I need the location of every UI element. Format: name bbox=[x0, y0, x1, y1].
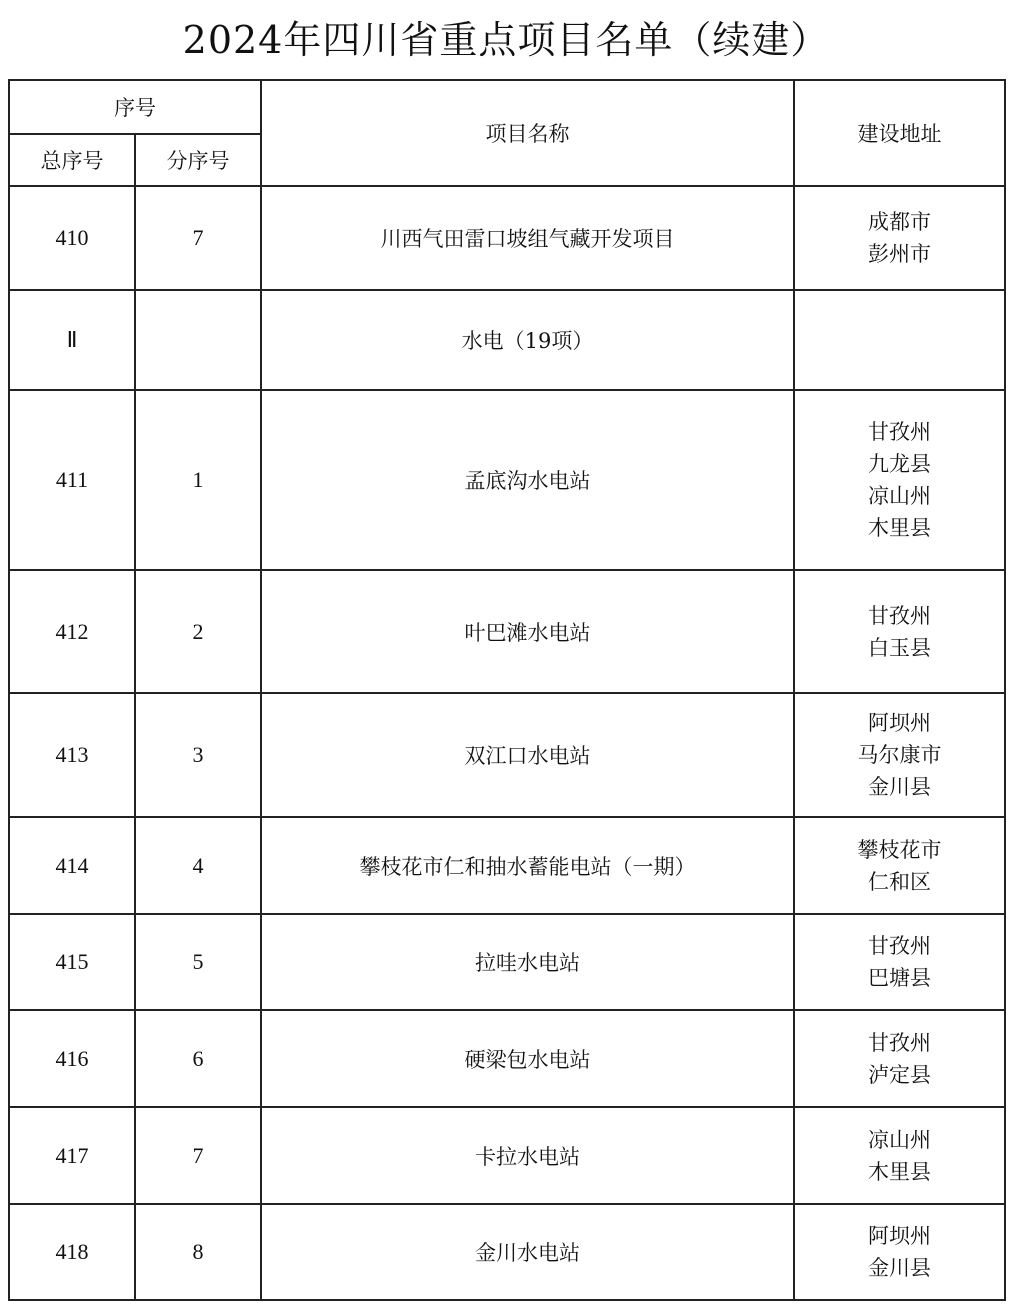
total-seq-cell: 413 bbox=[9, 693, 135, 817]
project-name-cell: 金川水电站 bbox=[261, 1204, 794, 1300]
location-line: 金川县 bbox=[868, 775, 931, 799]
project-name-cell: 双江口水电站 bbox=[261, 693, 794, 817]
location-cell bbox=[794, 570, 1005, 693]
sub-seq-cell: 3 bbox=[135, 693, 261, 817]
location-line: 甘孜州 bbox=[868, 603, 931, 628]
sub-seq-cell: 8 bbox=[135, 1204, 261, 1300]
location-cell bbox=[794, 1107, 1005, 1204]
location-cell bbox=[794, 1204, 1005, 1300]
location-line: 泸定县 bbox=[868, 1062, 931, 1087]
header-project-name: 项目名称 bbox=[261, 80, 794, 186]
sub-seq-cell: 7 bbox=[135, 186, 261, 290]
header-sub-seq: 分序号 bbox=[135, 134, 261, 186]
location-cell bbox=[794, 1010, 1005, 1107]
project-table bbox=[8, 79, 1006, 1301]
table-row bbox=[9, 570, 1005, 693]
total-seq-cell: 418 bbox=[9, 1204, 135, 1300]
header-location: 建设地址 bbox=[794, 80, 1005, 186]
table-row bbox=[9, 290, 1005, 390]
location-cell bbox=[794, 390, 1005, 570]
location-line: 金川县 bbox=[868, 1256, 931, 1280]
header-seq: 序号 bbox=[9, 80, 261, 134]
sub-seq-cell bbox=[135, 290, 261, 390]
location-cell bbox=[794, 693, 1005, 817]
total-seq-cell: 411 bbox=[9, 390, 135, 570]
sub-seq-cell: 1 bbox=[135, 390, 261, 570]
location-line: 木里县 bbox=[868, 1159, 931, 1184]
table-row bbox=[9, 1010, 1005, 1107]
location-line: 凉山州 bbox=[868, 1127, 931, 1152]
total-seq-cell: 412 bbox=[9, 570, 135, 693]
location-line: 木里县 bbox=[868, 516, 931, 540]
location-cell bbox=[794, 290, 1005, 390]
location-line: 凉山州 bbox=[868, 484, 931, 508]
location-cell bbox=[794, 186, 1005, 290]
table-row bbox=[9, 817, 1005, 914]
location-line: 巴塘县 bbox=[868, 966, 931, 990]
location-line: 马尔康市 bbox=[857, 743, 942, 767]
table-row bbox=[9, 390, 1005, 570]
sub-seq-cell: 4 bbox=[135, 817, 261, 914]
table-row bbox=[9, 186, 1005, 290]
location-line: 甘孜州 bbox=[868, 1030, 931, 1055]
table-row bbox=[9, 693, 1005, 817]
location-line: 九龙县 bbox=[868, 452, 931, 476]
project-name-cell: 卡拉水电站 bbox=[261, 1107, 794, 1204]
total-seq-cell: 415 bbox=[9, 914, 135, 1010]
table-row bbox=[9, 1204, 1005, 1300]
total-seq-cell: 417 bbox=[9, 1107, 135, 1204]
page-title: 2024年四川省重点项目名单（续建） bbox=[182, 18, 830, 62]
sub-seq-cell: 5 bbox=[135, 914, 261, 1010]
project-name-cell: 川西气田雷口坡组气藏开发项目 bbox=[261, 186, 794, 290]
total-seq-cell: 416 bbox=[9, 1010, 135, 1107]
location-cell bbox=[794, 817, 1005, 914]
location-line: 攀枝花市 bbox=[857, 837, 942, 862]
project-name-cell: 硬梁包水电站 bbox=[261, 1010, 794, 1107]
project-name-cell: 拉哇水电站 bbox=[261, 914, 794, 1010]
sub-seq-cell: 7 bbox=[135, 1107, 261, 1204]
project-name-cell: 叶巴滩水电站 bbox=[261, 570, 794, 693]
location-cell bbox=[794, 914, 1005, 1010]
location-line: 甘孜州 bbox=[868, 420, 931, 444]
location-line: 成都市 bbox=[868, 210, 931, 234]
project-name-cell: 水电（19项） bbox=[261, 290, 794, 390]
location-line: 仁和区 bbox=[868, 869, 931, 894]
sub-seq-cell: 6 bbox=[135, 1010, 261, 1107]
table-row bbox=[9, 1107, 1005, 1204]
sub-seq-cell: 2 bbox=[135, 570, 261, 693]
location-line: 阿坝州 bbox=[868, 711, 931, 735]
location-line: 阿坝州 bbox=[868, 1224, 931, 1248]
header-total-seq: 总序号 bbox=[9, 134, 135, 186]
location-line: 甘孜州 bbox=[868, 934, 931, 958]
project-name-cell: 攀枝花市仁和抽水蓄能电站（一期） bbox=[261, 817, 794, 914]
project-name-cell: 孟底沟水电站 bbox=[261, 390, 794, 570]
table-row bbox=[9, 914, 1005, 1010]
total-seq-cell: 410 bbox=[9, 186, 135, 290]
location-line: 彭州市 bbox=[868, 242, 931, 266]
total-seq-cell: 414 bbox=[9, 817, 135, 914]
total-seq-cell: Ⅱ bbox=[9, 290, 135, 390]
location-line: 白玉县 bbox=[868, 635, 931, 660]
